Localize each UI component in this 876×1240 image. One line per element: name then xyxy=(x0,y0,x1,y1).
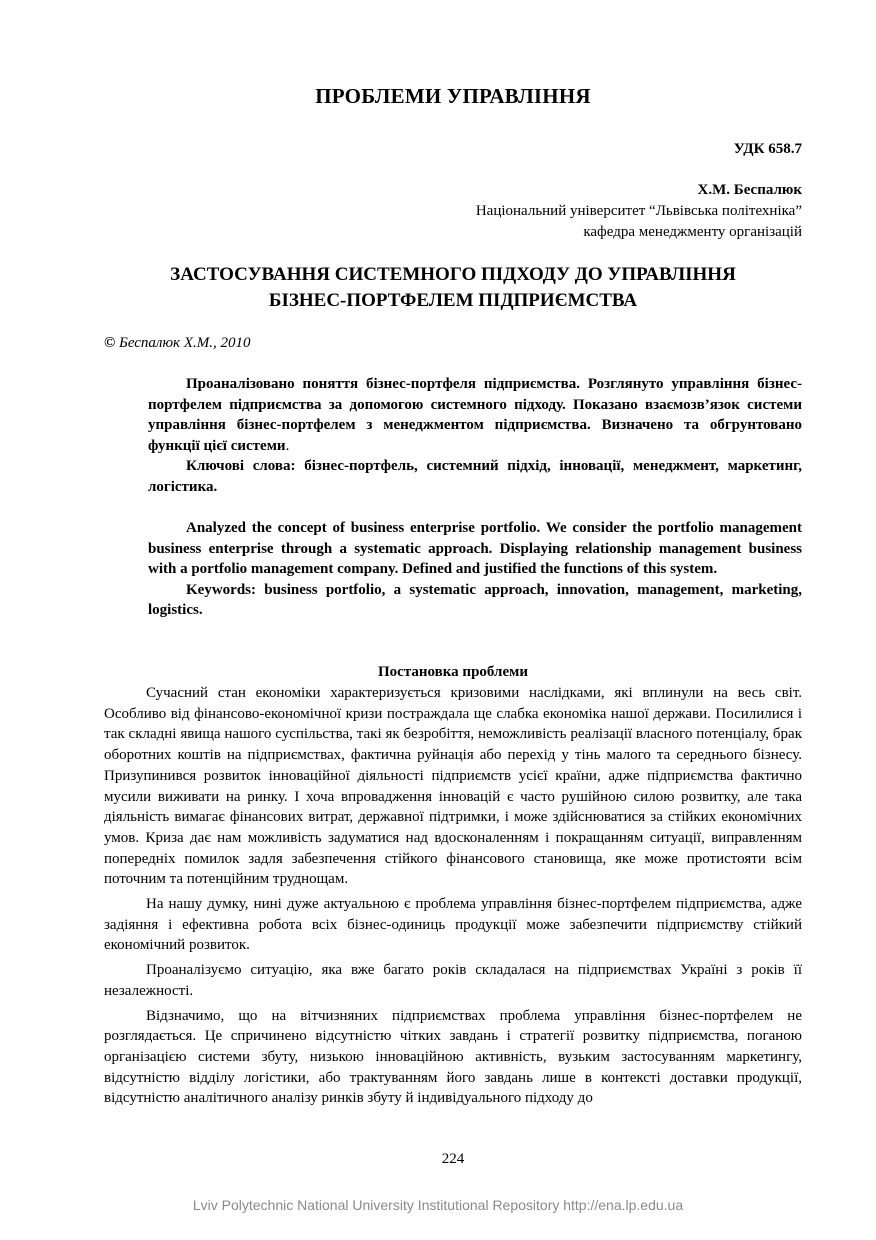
keywords-ukrainian: Ключові слова: бізнес-портфель, системний підхід, інновації, менеджмент, маркетинг, логістика. xyxy=(148,458,802,495)
section-heading: Постановка проблеми xyxy=(378,664,528,680)
author-name: Х.М. Беспалюк xyxy=(697,182,802,198)
repository-footer: Lviv Polytechnic National University Institutional Repository http://ena.lp.edu.ua xyxy=(192,1197,684,1213)
author-department: кафедра менеджменту організацій xyxy=(583,224,802,240)
paragraph: Проаналізуємо ситуацію, яка вже багато років складалася на підприємствах Україні з років її незалежності. xyxy=(104,962,802,999)
copyright-symbol: © xyxy=(104,335,116,351)
paragraph: На нашу думку, нині дуже актуальною є проблема управління бізнес-портфелем підприємства, адже задіяння і ефективна робота всіх бізнес-одиниць продукції може забезпечити підприємству стійкий економічний розвиток. xyxy=(104,896,802,954)
paper-title-line-1: ЗАСТОСУВАННЯ СИСТЕМНОГО ПІДХОДУ ДО УПРАВЛІННЯ xyxy=(170,264,736,285)
abstract-ua-body xyxy=(148,374,802,456)
paper-title xyxy=(104,262,802,314)
journal-section-title: ПРОБЛЕМИ УПРАВЛІННЯ xyxy=(315,84,591,108)
copyright-text: Беспалюк Х.М., 2010 xyxy=(118,335,251,351)
abstract-ukrainian xyxy=(148,374,802,497)
body-text xyxy=(104,683,802,1113)
abstract-en-text: Analyzed the concept of business enterprise portfolio. We consider the portfolio management business enterprise through a systematic approach. Displaying relationship management business with a portfolio management company. Defined and justified the functions of this system. xyxy=(148,520,802,577)
copyright-line xyxy=(104,335,250,352)
keywords-english: Keywords: business portfolio, a systematic approach, innovation, management, marketing, logistics. xyxy=(148,581,802,618)
paragraph: Сучасний стан економіки характеризується кризовими наслідками, які вплинули на весь світ. Особливо від фінансово-економічної кризи постраждала ще слабка економіка нашої держави. Посилилися і так складні явища нашого суспільства, такі як безробіття, неможливість реалізації власного потенціалу, брак оборотних коштів на підприємствах, фактична руйнація або перехід у тінь малого та середнього бізнесу. Призупинився розвиток інноваційної діяльності підприємств усієї країни, адже підприємства фактично мусили виживати на ринку. І хоча впровадження інновацій є часто рушійною силою розвитку, але така діяльність вимагає фінансових витрат, державної підтримки, і може здійснюватися за стійких економічних умов. Криза дає нам можливість задуматися над вдосконаленням і покращанням ситуації, виправленням попередніх помилок задля забезпечення стійкого фінансового становища, яке може протистояти всім поточним та потенційним труднощам. xyxy=(104,685,802,888)
paper-title-line-2: БІЗНЕС-ПОРТФЕЛЕМ ПІДПРИЄМСТВА xyxy=(268,290,638,311)
author-block xyxy=(476,180,802,243)
abstract-ua-text: Проаналізовано поняття бізнес-портфеля підприємства. Розглянуто управління бізнес-портфелем підприємства за допомогою системного підходу. Показано взаємозв’язок системи управління бізнес-портфелем з менеджментом підприємства. Визначено та обгрунтовано функції цієї системи xyxy=(148,376,802,454)
udk-code: УДК 658.7 xyxy=(733,141,802,157)
paragraph: Відзначимо, що на вітчизняних підприємствах проблема управління бізнес-портфелем не розглядається. Це спричинено відсутністю чітких завдань і стратегії розвитку підприємства, поганою організацією системи збуту, низькою інноваційною активність, вузьким застосуванням маркетингу, відсутністю відділу логістики, або трактуванням його завдань лише в контексті доставки продукції, відсутністю аналітичного аналізу ринків збуту й індивідуального підходу до xyxy=(104,1007,802,1107)
abstract-ua-tail: . xyxy=(285,437,290,454)
author-affiliation: Національний університет “Львівська політехніка” xyxy=(475,203,802,219)
page-number: 224 xyxy=(441,1151,465,1167)
abstract-english xyxy=(148,518,802,621)
